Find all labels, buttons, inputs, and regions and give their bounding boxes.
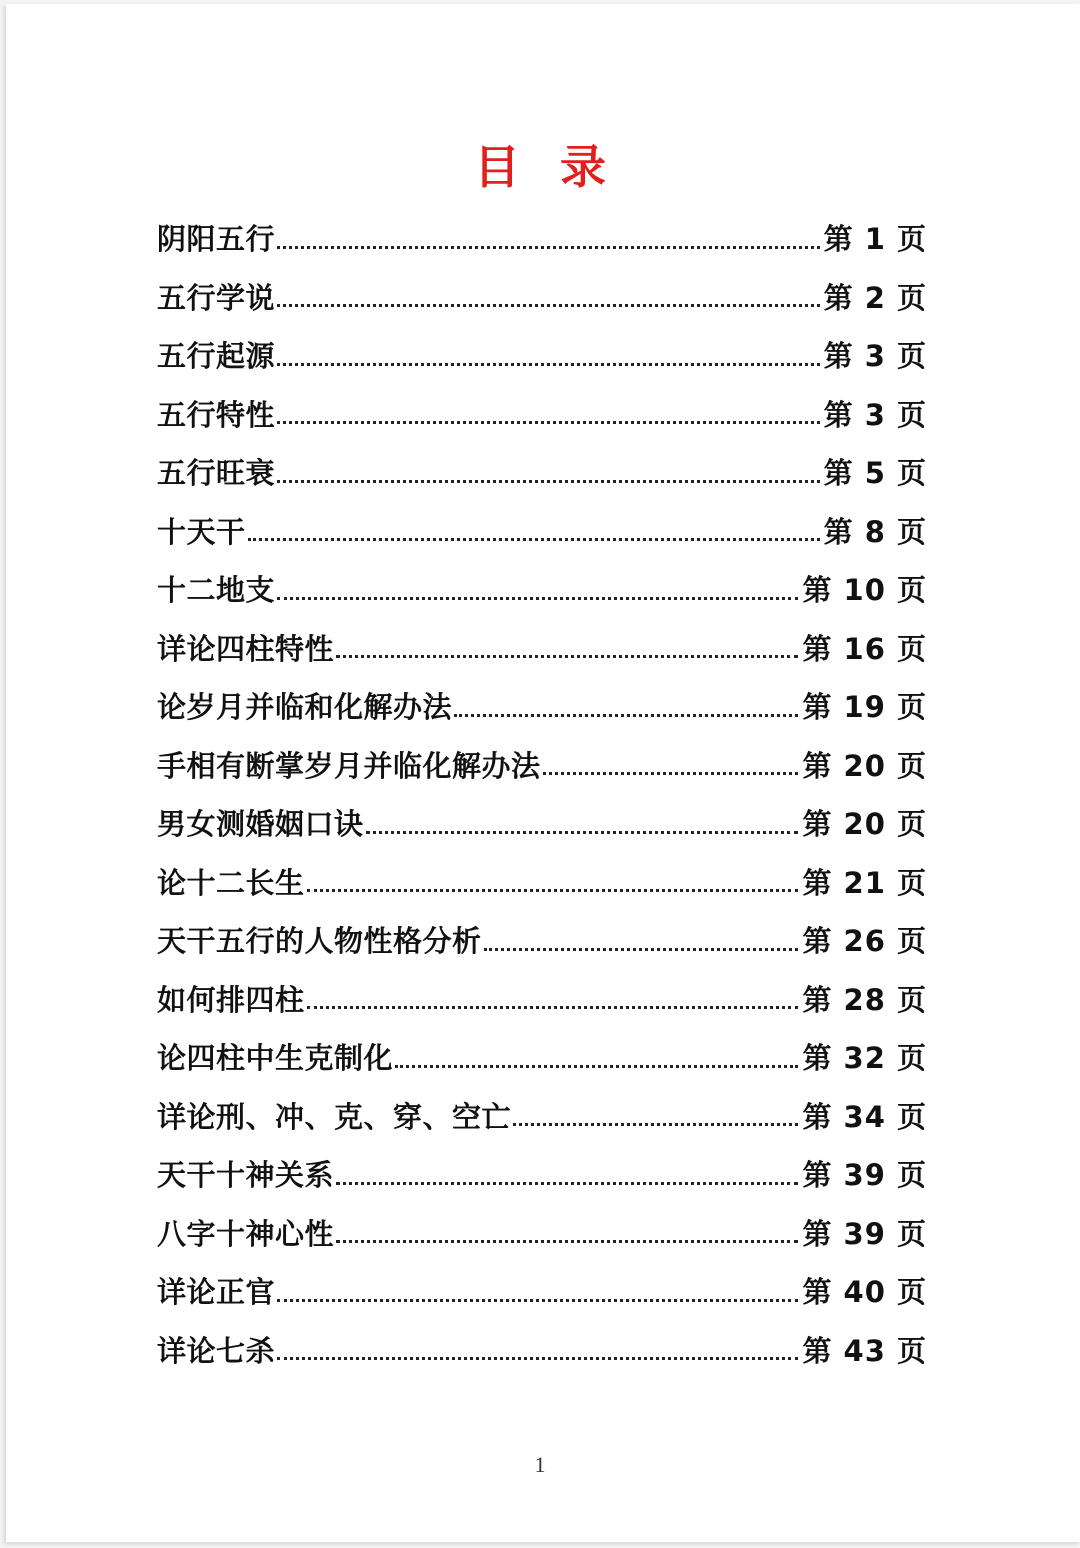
toc-entry[interactable] xyxy=(157,509,927,568)
toc-entry[interactable] xyxy=(157,1094,927,1153)
table-of-contents xyxy=(157,216,927,1386)
dot-leader xyxy=(484,948,799,951)
toc-entry-page: 第 19 页 xyxy=(802,690,927,724)
toc-entry-label: 五行学说 xyxy=(157,280,276,315)
toc-entry-label: 论四柱中生克制化 xyxy=(157,1041,394,1075)
toc-entry-page: 第 1 页 xyxy=(823,222,927,256)
toc-entry-label: 八字十神心性 xyxy=(157,1216,335,1251)
toc-entry-label: 详论四柱特性 xyxy=(157,631,335,666)
toc-entry-page: 第 43 页 xyxy=(802,1333,927,1368)
toc-entry-page: 第 20 页 xyxy=(802,807,927,841)
dot-leader xyxy=(366,831,799,834)
toc-entry-label: 阴阳五行 xyxy=(157,222,276,256)
toc-entry[interactable] xyxy=(157,1035,927,1094)
toc-entry-label: 如何排四柱 xyxy=(157,982,305,1017)
toc-entry-page: 第 40 页 xyxy=(802,1275,927,1309)
toc-entry[interactable] xyxy=(157,684,927,743)
toc-entry[interactable] xyxy=(157,333,927,392)
toc-entry-label: 手相有断掌岁月并临化解办法 xyxy=(157,748,541,783)
page-title: 目录 xyxy=(474,140,646,194)
dot-leader xyxy=(454,714,798,717)
toc-entry[interactable] xyxy=(157,1152,927,1211)
toc-entry-label: 天干五行的人物性格分析 xyxy=(157,924,482,958)
dot-leader xyxy=(336,1182,798,1185)
toc-entry-label: 详论七杀 xyxy=(157,1333,276,1368)
toc-entry-page: 第 32 页 xyxy=(802,1041,927,1075)
dot-leader xyxy=(307,889,799,892)
toc-entry-label: 男女测婚姻口诀 xyxy=(157,807,364,841)
dot-leader xyxy=(277,597,798,600)
dot-leader xyxy=(277,1299,798,1302)
page-number: 1 xyxy=(534,1452,546,1477)
dot-leader xyxy=(277,1357,798,1360)
toc-entry-page: 第 21 页 xyxy=(802,865,927,900)
toc-entry-label: 论十二长生 xyxy=(157,865,305,900)
toc-entry-label: 论岁月并临和化解办法 xyxy=(157,690,453,724)
toc-entry-page: 第 39 页 xyxy=(802,1216,927,1251)
toc-entry[interactable] xyxy=(157,801,927,860)
toc-entry[interactable] xyxy=(157,450,927,509)
toc-entry-page: 第 26 页 xyxy=(802,924,927,958)
toc-entry[interactable] xyxy=(157,743,927,802)
toc-entry[interactable] xyxy=(157,1269,927,1328)
toc-entry-label: 五行特性 xyxy=(157,397,276,432)
dot-leader xyxy=(277,480,820,483)
toc-entry[interactable] xyxy=(157,977,927,1036)
toc-entry-label: 详论正官 xyxy=(157,1275,276,1309)
toc-entry-label: 五行旺衰 xyxy=(157,456,276,490)
toc-entry-page: 第 3 页 xyxy=(823,339,927,373)
toc-entry-label: 十二地支 xyxy=(157,573,276,607)
toc-entry[interactable] xyxy=(157,1328,927,1387)
toc-entry-page: 第 20 页 xyxy=(802,748,927,783)
toc-entry[interactable] xyxy=(157,1211,927,1270)
toc-entry-label: 五行起源 xyxy=(157,339,276,373)
dot-leader xyxy=(277,363,820,366)
toc-entry[interactable] xyxy=(157,392,927,451)
dot-leader xyxy=(277,421,820,424)
toc-entry-page: 第 39 页 xyxy=(802,1158,927,1192)
toc-entry-label: 详论刑、冲、克、穿、空亡 xyxy=(157,1099,512,1134)
dot-leader xyxy=(307,1006,799,1009)
dot-leader xyxy=(336,655,798,658)
toc-entry[interactable] xyxy=(157,216,927,275)
toc-entry-label: 十天干 xyxy=(157,514,246,549)
toc-entry-page: 第 2 页 xyxy=(823,280,927,315)
toc-entry-page: 第 28 页 xyxy=(802,982,927,1017)
toc-entry[interactable] xyxy=(157,567,927,626)
dot-leader xyxy=(395,1065,798,1068)
toc-entry[interactable] xyxy=(157,860,927,919)
toc-entry[interactable] xyxy=(157,626,927,685)
dot-leader xyxy=(277,246,820,249)
toc-entry-page: 第 5 页 xyxy=(823,456,927,490)
toc-entry-page: 第 8 页 xyxy=(823,514,927,549)
toc-entry[interactable] xyxy=(157,275,927,334)
dot-leader xyxy=(248,538,820,541)
dot-leader xyxy=(336,1240,798,1243)
dot-leader xyxy=(543,772,799,775)
toc-entry-page: 第 34 页 xyxy=(802,1099,927,1134)
toc-entry-page: 第 10 页 xyxy=(802,573,927,607)
toc-entry-label: 天干十神关系 xyxy=(157,1158,335,1192)
dot-leader xyxy=(513,1123,798,1126)
toc-entry-page: 第 3 页 xyxy=(823,397,927,432)
dot-leader xyxy=(277,304,820,307)
toc-entry[interactable] xyxy=(157,918,927,977)
toc-entry-page: 第 16 页 xyxy=(802,631,927,666)
